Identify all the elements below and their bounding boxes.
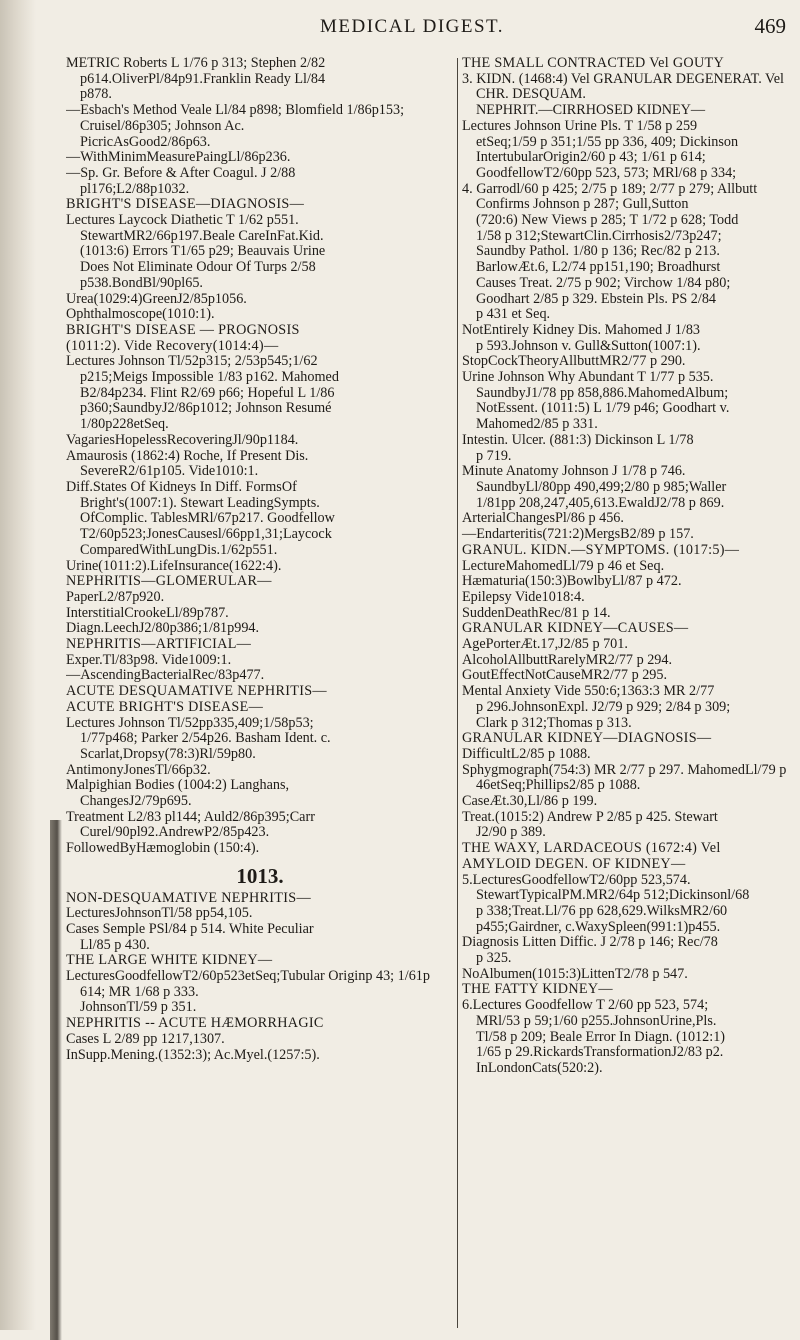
index-entry: DifficultL2/85 p 1088.: [462, 745, 591, 762]
index-heading: NEPHRITIS—ARTIFICIAL—: [66, 636, 252, 653]
index-entry: Epilepsy Vide1018:4.: [462, 588, 585, 605]
index-entry: Lectures Johnson Tl/52pp335,409;1/58p53; 1/77p468; Parker 2/54p26. Basham Ident. c. Scarlat,Dropsy(78:3)Rl/59p80.: [66, 714, 331, 762]
index-entry: GoutEffectNotCauseMR2/77 p 295.: [462, 667, 668, 684]
index-entry: InterstitialCrookeLl/89p787.: [66, 604, 229, 621]
index-entry: Treatment L2/83 pl144; Auld2/86p395;Carr Curel/90pl92.AndrewP2/85p423.: [66, 808, 315, 841]
running-head: MEDICAL DIGEST.: [320, 16, 504, 37]
index-entry: Urea(1029:4)GreenJ2/85p1056.: [66, 290, 247, 307]
index-heading: NEPHRITIS—GLOMERULAR—: [66, 573, 272, 590]
index-entry: PaperL2/87p920.: [66, 588, 165, 605]
index-entry: —Endarteritis(721:2)MergsB2/89 p 157.: [462, 526, 694, 543]
index-entry: METRIC Roberts L 1/76 p 313; Stephen 2/82 p614.OliverPl/84p91.Franklin Ready Ll/84 p878.: [66, 56, 326, 103]
index-heading: GRANULAR KIDNEY—DIAGNOSIS—: [462, 730, 712, 747]
left-column: [66, 56, 454, 1063]
index-entry: AlcoholAllbuttRarelyMR2/77 p 294.: [462, 651, 673, 668]
index-heading: GRANULAR KIDNEY—CAUSES—: [462, 620, 689, 637]
index-entry: 5.LecturesGoodfellowT2/60pp 523,574. StewartTypicalPM.MR2/64p 512;Dickinsonl/68 p 338;Treat.Ll/76 pp 628,629.WilksMR2/60 p455;Gairdner, c.WaxySpleen(991:1)p455.: [462, 871, 750, 935]
index-entry: InSupp.Mening.(1352:3); Ac.Myel.(1257:5).: [66, 1046, 320, 1063]
index-entry: —Esbach's Method Veale Ll/84 p898; Blomfield 1/86p153; Cruisel/86p305; Johnson Ac. PicricAsGood2/86p63.: [66, 102, 405, 150]
index-entry: AgePorterÆt.17,J2/85 p 701.: [462, 636, 628, 653]
index-entry: Amaurosis (1862:4) Roche, If Present Dis. SevereR2/61p105. Vide1010:1.: [66, 447, 309, 480]
index-heading: GRANUL. KIDN.—SYMPTOMS. (1017:5)—: [462, 541, 740, 558]
index-entry: Treat.(1015:2) Andrew P 2/85 p 425. Stewart J2/90 p 389.: [462, 808, 718, 841]
index-entry: Ophthalmoscope(1010:1).: [66, 306, 215, 323]
index-entry: FollowedByHæmoglobin (150:4).: [66, 840, 260, 857]
index-entry: AntimonyJonesTl/66p32.: [66, 761, 211, 778]
index-heading: THE SMALL CONTRACTED Vel GOUTY: [462, 55, 724, 71]
index-heading: THE FATTY KIDNEY—: [462, 981, 613, 998]
index-entry: 6.Lectures Goodfellow T 2/60 pp 523, 574; MRl/53 p 59;1/60 p255.JohnsonUrine,Pls. Tl/58 p 209; Beale Error In Diagn. (1012:1) 1/65 p 29.RickardsTransformationJ2/83 p2. InLondonCats(520:2).: [462, 997, 726, 1076]
index-entry: —WithMinimMeasurePaingLl/86p236.: [66, 149, 291, 166]
index-entry: CaseÆt.30,Ll/86 p 199.: [462, 793, 598, 810]
page-number: 469: [754, 14, 786, 38]
index-entry: NoAlbumen(1015:3)LittenT2/78 p 547.: [462, 965, 688, 982]
index-entry: Hæmaturia(150:3)BowlbyLl/87 p 472.: [462, 573, 682, 590]
index-entry: —Sp. Gr. Before & After Coagul. J 2/88 pl176;L2/88p1032.: [66, 164, 296, 197]
index-entry: Lectures Laycock Diathetic T 1/62 p551. StewartMR2/66p197.Beale CareInFat.Kid. (1013:6) Errors T1/65 p29; Beauvais Urine Does Not Eliminate Odour Of Turps 2/58 p538.BondBl/90pl65.: [66, 212, 326, 291]
index-entry: 4. Garrodl/60 p 425; 2/75 p 189; 2/77 p 279; Allbutt Confirms Johnson p 287; Gull,Sutton (720:6) New Views p 285; T 1/72 p 628; Todd 1/58 p 312;StewartClin.Cirrhosis2/73p247; Saundby Pathol. 1/80 p 136; Rec/82 p 213. BarlowÆt.6, L2/74 pp151,190; Broadhurst Causes Treat. 2/75 p 902; Virchow 1/84 p80; Goodhart 2/85 p 329. Ebstein Pls. PS 2/84 p 431 et Seq.: [462, 180, 758, 323]
index-entry: Urine Johnson Why Abundant T 1/77 p 535. SaundbyJ1/78 pp 858,886.MahomedAlbum; NotEssent. (1011:5) L 1/79 p46; Goodhart v. Mahomed2/85 p 331.: [462, 369, 730, 433]
section-number: 1013.: [236, 863, 284, 888]
index-heading: BRIGHT'S DISEASE — PROGNOSIS (1011:2). Vide Recovery(1014:4)—: [66, 321, 300, 354]
index-entry: ArterialChangesPl/86 p 456.: [462, 510, 624, 527]
index-heading: ACUTE DESQUAMATIVE NEPHRITIS— ACUTE BRIGHT'S DISEASE—: [66, 683, 327, 715]
index-entry: Minute Anatomy Johnson J 1/78 p 746. SaundbyLl/80pp 490,499;2/80 p 985;Waller 1/81pp 208,247,405,613.EwaldJ2/78 p 869.: [462, 463, 727, 511]
page-header: [0, 10, 800, 50]
index-entry: —AscendingBacterialRec/83p477.: [66, 667, 265, 684]
index-entry: Lectures Johnson Tl/52p315; 2/53p545;1/62 p215;Meigs Impossible 1/83 p162. Mahomed B2/84p234. Flint R2/69 p66; Hopeful L 1/86 p360;SaundbyJ2/86p1012; Johnson Resumé 1/80p228etSeq.: [66, 353, 339, 433]
index-entry: LecturesJohnsonTl/58 pp54,105.: [66, 905, 253, 922]
index-heading: NEPHRITIS -- ACUTE HÆMORRHAGIC: [66, 1015, 324, 1032]
right-column: [462, 56, 794, 1077]
index-entry: Diff.States Of Kidneys In Diff. FormsOf Bright's(1007:1). Stewart LeadingSympts. OfComplic. TablesMRl/67p217. Goodfellow T2/60p523;JonesCausesl/66pp1,31;Laycock ComparedWithLungDis.1/62p551.: [66, 478, 335, 558]
index-entry: Diagn.LeechJ2/80p386;1/81p994.: [66, 620, 260, 637]
index-entry: StopCockTheoryAllbuttMR2/77 p 290.: [462, 353, 686, 370]
index-entry: Exper.Tl/83p98. Vide1009:1.: [66, 651, 232, 668]
index-entry: Cases L 2/89 pp 1217,1307.: [66, 1030, 225, 1047]
index-entry: LecturesGoodfellowT2/60p523etSeq;Tubular Originp 43; 1/61p 614; MR 1/68 p 333. JohnsonTl/59 p 351.: [66, 968, 430, 1016]
index-entry: Mental Anxiety Vide 550:6;1363:3 MR 2/77 p 296.JohnsonExpl. J2/79 p 929; 2/84 p 309; Clark p 312;Thomas p 313.: [462, 683, 731, 731]
column-divider: [457, 58, 458, 1328]
page-edge-shadow: [0, 0, 36, 1330]
index-entry: Urine(1011:2).LifeInsurance(1622:4).: [66, 557, 282, 574]
index-heading: THE LARGE WHITE KIDNEY—: [66, 952, 273, 969]
index-entry: VagariesHopelessRecoveringJl/90p1184.: [66, 431, 299, 448]
index-entry: Cases Semple PSl/84 p 514. White Peculiar Ll/85 p 430.: [66, 920, 314, 953]
index-entry: Malpighian Bodies (1004:2) Langhans, ChangesJ2/79p695.: [66, 777, 290, 810]
index-heading: THE WAXY, LARDACEOUS (1672:4) Vel AMYLOID DEGEN. OF KIDNEY—: [462, 840, 721, 872]
index-entry: Intestin. Ulcer. (881:3) Dickinson L 1/78 p 719.: [462, 431, 694, 464]
index-heading: NON-DESQUAMATIVE NEPHRITIS—: [66, 889, 311, 906]
index-entry: LectureMahomedLl/79 p 46 et Seq.: [462, 557, 665, 574]
binding-shadow: [50, 820, 62, 1340]
index-entry: Lectures Johnson Urine Pls. T 1/58 p 259 etSeq;1/59 p 351;1/55 pp 336, 409; Dickinson IntertubularOrigin2/60 p 43; 1/61 p 614; GoodfellowT2/60pp 523, 573; MRl/68 p 334;: [462, 117, 739, 181]
index-entry: NotEntirely Kidney Dis. Mahomed J 1/83 p 593.Johnson v. Gull&Sutton(1007:1).: [462, 321, 701, 354]
index-heading: BRIGHT'S DISEASE—DIAGNOSIS—: [66, 196, 305, 213]
index-entry: Sphygmograph(754:3) MR 2/77 p 297. MahomedLl/79 p 46etSeq;Phillips2/85 p 1088.: [462, 761, 787, 794]
index-entry: SuddenDeathRec/81 p 14.: [462, 604, 611, 621]
index-entry: Diagnosis Litten Diffic. J 2/78 p 146; Rec/78 p 325.: [462, 934, 718, 967]
index-heading: 3. KIDN. (1468:4) Vel GRANULAR DEGENERAT. Vel CHR. DESQUAM. NEPHRIT.—CIRRHOSED KIDNEY—: [462, 70, 784, 119]
